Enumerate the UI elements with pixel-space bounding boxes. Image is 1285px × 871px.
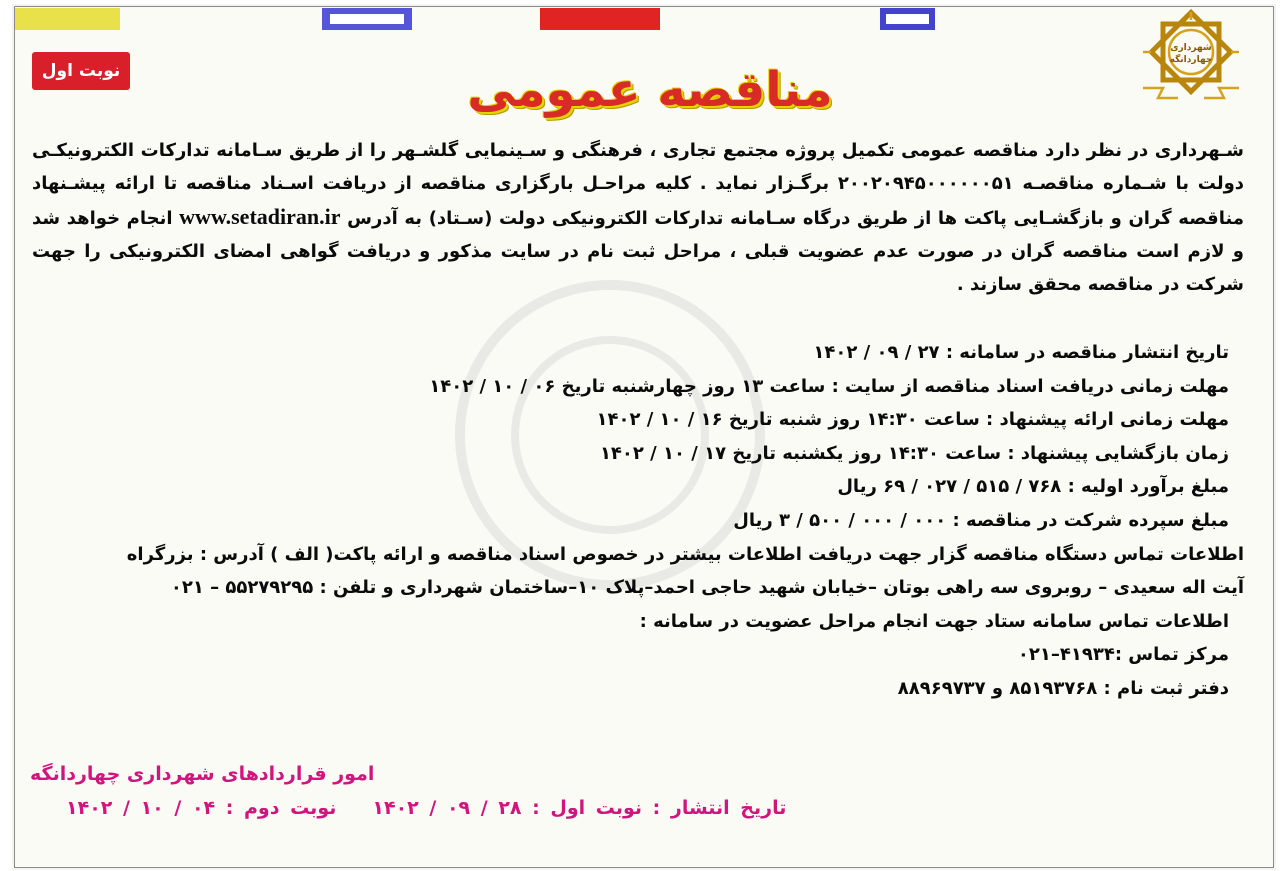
document-deadline-line: مهلت زمانی دریافت اسناد مناقصه از سایت : ساعت ۱۳ روز چهارشنبه تاریخ ۰۶ / ۱۰ / ۱۴۰۲ xyxy=(429,375,1229,397)
color-strip-red xyxy=(540,8,660,30)
signature: امور قراردادهای شهرداری چهاردانگه xyxy=(30,763,375,785)
contact-info-line: اطلاعات تماس دستگاه مناقصه گزار جهت دریافت اطلاعات بیشتر در خصوص اسناد مناقصه و ارائه پاکت( الف ) آدرس : بزرگراه xyxy=(126,543,1244,565)
proposal-deadline-line: مهلت زمانی ارائه پیشنهاد : ساعت ۱۴:۳۰ روز شنبه تاریخ ۱۶ / ۱۰ / ۱۴۰۲ xyxy=(596,409,1229,431)
color-strip-yellow xyxy=(15,8,120,30)
address-phone-line: آیت اله سعیدی – روبروی سه راهی بوتان –خیابان شهید حاجی احمد–پلاک ۱۰–ساختمان شهرداری و تلفن : ۵۵۲۷۹۲۹۵ – ۰۲۱ xyxy=(170,577,1244,599)
svg-text:چهاردانگه: چهاردانگه xyxy=(1169,55,1213,65)
color-strip-blue-2 xyxy=(880,8,935,30)
publication-dates xyxy=(30,797,1030,819)
opening-time-line: زمان بازگشایی پیشنهاد : ساعت ۱۴:۳۰ روز یکشنبه تاریخ ۱۷ / ۱۰ / ۱۴۰۲ xyxy=(599,442,1229,464)
announcement-rest-text: انجام خواهد شد و لازم است مناقصه گران در صورت عدم عضویت قبلی ، مراحل ثبت نام در سایت مذکور و دریافت گواهی امضای الکترونیکی را جهت شرکت در مناقصه محقق سازند . xyxy=(32,208,1244,295)
announcement-paragraph xyxy=(32,134,1244,301)
setad-contact-heading: اطلاعات تماس سامانه ستاد جهت انجام مراحل عضویت در سامانه : xyxy=(639,610,1229,632)
publication-first-round: تاریخ انتشار : نوبت اول : ۲۸ / ۰۹ / ۱۴۰۲ xyxy=(372,797,787,819)
publication-second-round: نوبت دوم : ۰۴ / ۱۰ / ۱۴۰۲ xyxy=(66,797,337,819)
estimate-amount-line: مبلغ برآورد اولیه : ۷۶۸ / ۵۱۵ / ۰۲۷ / ۶۹ ریال xyxy=(837,476,1229,498)
tender-details xyxy=(32,336,1244,706)
page-title: مناقصه عمومی xyxy=(467,62,833,118)
announcement-main-text: شـهرداری در نظر دارد مناقصه عمومی تکمیل پروژه مجتمع تجاری ، فرهنگی و سـینمایی گلشـهر را از طریق سـامانه تدارکات الکترونیکـی دولت با شـماره مناقصـه ۲۰۰۲۰۹۴۵۰۰۰۰۰۰۵۱ برگـزار نماید . کلیه مراحـل بارگزاری مناقصه از دریافت اسـناد مناقصه تا ارائه پیشـنهاد مناقصه گران و بازگشـایی پاکت ها از طریق درگاه سـامانه تدارکات الکترونیکی دولت (سـتاد) به آدرس xyxy=(32,140,1244,229)
registration-office-line: دفتر ثبت نام : ۸۵۱۹۳۷۶۸ و ۸۸۹۶۹۷۳۷ xyxy=(897,677,1229,699)
deposit-amount-line: مبلغ سپرده شرکت در مناقصه : ۰۰۰ / ۰۰۰ / ۵۰۰ / ۳ ریال xyxy=(733,509,1229,531)
call-center-line: مرکز تماس :۴۱۹۳۴–۰۲۱ xyxy=(1017,644,1229,666)
publish-date-line: تاریخ انتشار مناقصه در سامانه : ۲۷ / ۰۹ / ۱۴۰۲ xyxy=(813,342,1229,363)
municipality-logo-icon xyxy=(1133,8,1249,106)
color-strip-blue xyxy=(322,8,412,30)
round-badge: نوبت اول xyxy=(32,52,130,90)
svg-text:شهرداری: شهرداری xyxy=(1170,43,1212,53)
setad-website-link[interactable]: www.setadiran.ir xyxy=(179,204,341,229)
